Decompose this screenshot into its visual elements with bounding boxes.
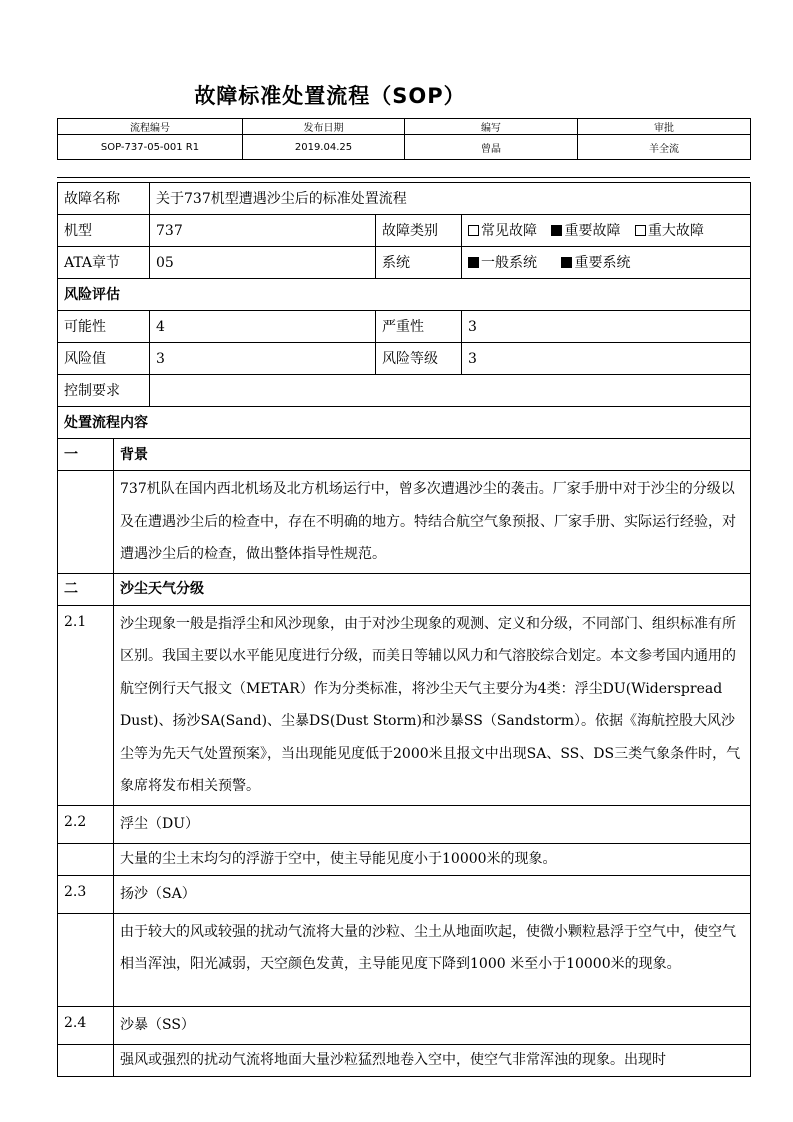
- control-value: [150, 375, 751, 407]
- meta-header-date: 发布日期: [243, 119, 405, 135]
- section-2-3-text: 由于较大的风或较强的扰动气流将大量的沙粒、尘土从地面吹起，使微小颗粒悬浮于空气中，使空气相当浑浊，阳光减弱，天空颜色发黄，主导能见度下降到1000 米至小于10000米的现象。: [114, 913, 751, 1006]
- row-process-section: [58, 407, 751, 439]
- risk-level-value: 3: [462, 343, 751, 375]
- section-1-number: 一: [58, 439, 114, 471]
- process-section-title: 处置流程内容: [58, 407, 751, 439]
- row-section-2-4: [58, 1006, 751, 1044]
- section-1-title: 背景: [114, 439, 751, 471]
- control-label: 控制要求: [58, 375, 150, 407]
- checkbox-major-fault[interactable]: [635, 225, 646, 236]
- option-important-system: 重要系统: [574, 254, 631, 271]
- empty-cell: [58, 913, 114, 1006]
- risk-value: 3: [150, 343, 376, 375]
- row-section-1-text: [58, 471, 751, 574]
- section-2-title: 沙尘天气分级: [114, 573, 751, 605]
- meta-header-number: 流程编号: [58, 119, 243, 135]
- row-ata: [58, 247, 751, 279]
- meta-table: [57, 118, 751, 160]
- section-1-text: 737机队在国内西北机场及北方机场运行中，曾多次遭遇沙尘的袭击。厂家手册中对于沙尘的分级以及在遭遇沙尘后的检查中，存在不明确的地方。特结合航空气象预报、厂家手册、实际运行经验，对遭遇沙尘后的检查，做出整体指导性规范。: [114, 471, 751, 574]
- fault-name-value: 关于737机型遭遇沙尘后的标准处置流程: [150, 183, 751, 215]
- row-section-2: [58, 573, 751, 605]
- section-2-4-number: 2.4: [58, 1006, 114, 1044]
- severity-value: 3: [462, 311, 751, 343]
- row-fault-name: [58, 183, 751, 215]
- meta-value-number: SOP-737-05-001 R1: [58, 135, 243, 160]
- severity-label: 严重性: [376, 311, 462, 343]
- meta-header-approver: 审批: [578, 119, 751, 135]
- sop-table: [57, 182, 751, 1077]
- section-2-2-title: 浮尘（DU）: [114, 805, 751, 843]
- section-2-3-number: 2.3: [58, 875, 114, 913]
- divider: [57, 177, 750, 178]
- section-2-1-number: 2.1: [58, 605, 114, 805]
- section-2-4-text: 强风或强烈的扰动气流将地面大量沙粒猛烈地卷入空中，使空气非常浑浊的现象。出现时: [114, 1044, 751, 1076]
- option-general-system: 一般系统: [481, 254, 537, 271]
- risk-level-label: 风险等级: [376, 343, 462, 375]
- row-section-2-3-text: [58, 913, 751, 1006]
- option-common-fault: 常见故障: [481, 222, 537, 239]
- risk-section-title: 风险评估: [58, 279, 751, 311]
- row-section-1: [58, 439, 751, 471]
- option-major-fault: 重大故障: [647, 222, 704, 239]
- fault-type-label: 故障类别: [376, 215, 462, 247]
- fault-name-label: 故障名称: [58, 183, 150, 215]
- page-title: 故障标准处置流程（SOP）: [194, 84, 466, 108]
- row-section-2-1: [58, 605, 751, 805]
- fault-type-options: [462, 215, 751, 247]
- checkbox-important-system[interactable]: [561, 257, 572, 268]
- likelihood-value: 4: [150, 311, 376, 343]
- row-section-2-2-text: [58, 843, 751, 875]
- section-2-number: 二: [58, 573, 114, 605]
- likelihood-label: 可能性: [58, 311, 150, 343]
- ata-value: 05: [150, 247, 376, 279]
- section-2-3-title: 扬沙（SA）: [114, 875, 751, 913]
- row-section-2-4-text: [58, 1044, 751, 1076]
- meta-value-approver: 羊全流: [578, 135, 751, 160]
- checkbox-common-fault[interactable]: [468, 225, 479, 236]
- meta-header-author: 编写: [405, 119, 578, 135]
- row-likelihood: [58, 311, 751, 343]
- risk-value-label: 风险值: [58, 343, 150, 375]
- ata-label: ATA章节: [58, 247, 150, 279]
- model-label: 机型: [58, 215, 150, 247]
- row-section-2-2: [58, 805, 751, 843]
- meta-value-date: 2019.04.25: [243, 135, 405, 160]
- empty-cell: [58, 843, 114, 875]
- section-2-2-number: 2.2: [58, 805, 114, 843]
- option-important-fault: 重要故障: [564, 222, 621, 239]
- section-2-4-title: 沙暴（SS）: [114, 1006, 751, 1044]
- empty-cell: [58, 1044, 114, 1076]
- checkbox-important-fault[interactable]: [551, 225, 562, 236]
- section-2-1-text: 沙尘现象一般是指浮尘和风沙现象，由于对沙尘现象的观测、定义和分级，不同部门、组织标准有所区别。我国主要以水平能见度进行分级，而美日等辅以风力和气溶胶综合划定。本文参考国内通用的航空例行天气报文（METAR）作为分类标准，将沙尘天气主要分为4类：浮尘DU(Widerspread Dust)、扬沙SA(Sand)、尘暴DS(Dust Storm)和沙暴SS（Sandstorm）。依据《海航控股大风沙尘等为先天气处置预案》，当出现能见度低于2000米且报文中出现SA、SS、DS三类气象条件时，气象席将发布相关预警。: [114, 605, 751, 805]
- model-value: 737: [150, 215, 376, 247]
- checkbox-general-system[interactable]: [468, 257, 479, 268]
- empty-cell: [58, 471, 114, 574]
- system-label: 系统: [376, 247, 462, 279]
- system-options: [462, 247, 751, 279]
- meta-value-author: 曾晶: [405, 135, 578, 160]
- row-risk-value: [58, 343, 751, 375]
- row-section-2-3: [58, 875, 751, 913]
- section-2-2-text: 大量的尘土末均匀的浮游于空中，使主导能见度小于10000米的现象。: [114, 843, 751, 875]
- row-risk-section: [58, 279, 751, 311]
- row-model: [58, 215, 751, 247]
- row-control: [58, 375, 751, 407]
